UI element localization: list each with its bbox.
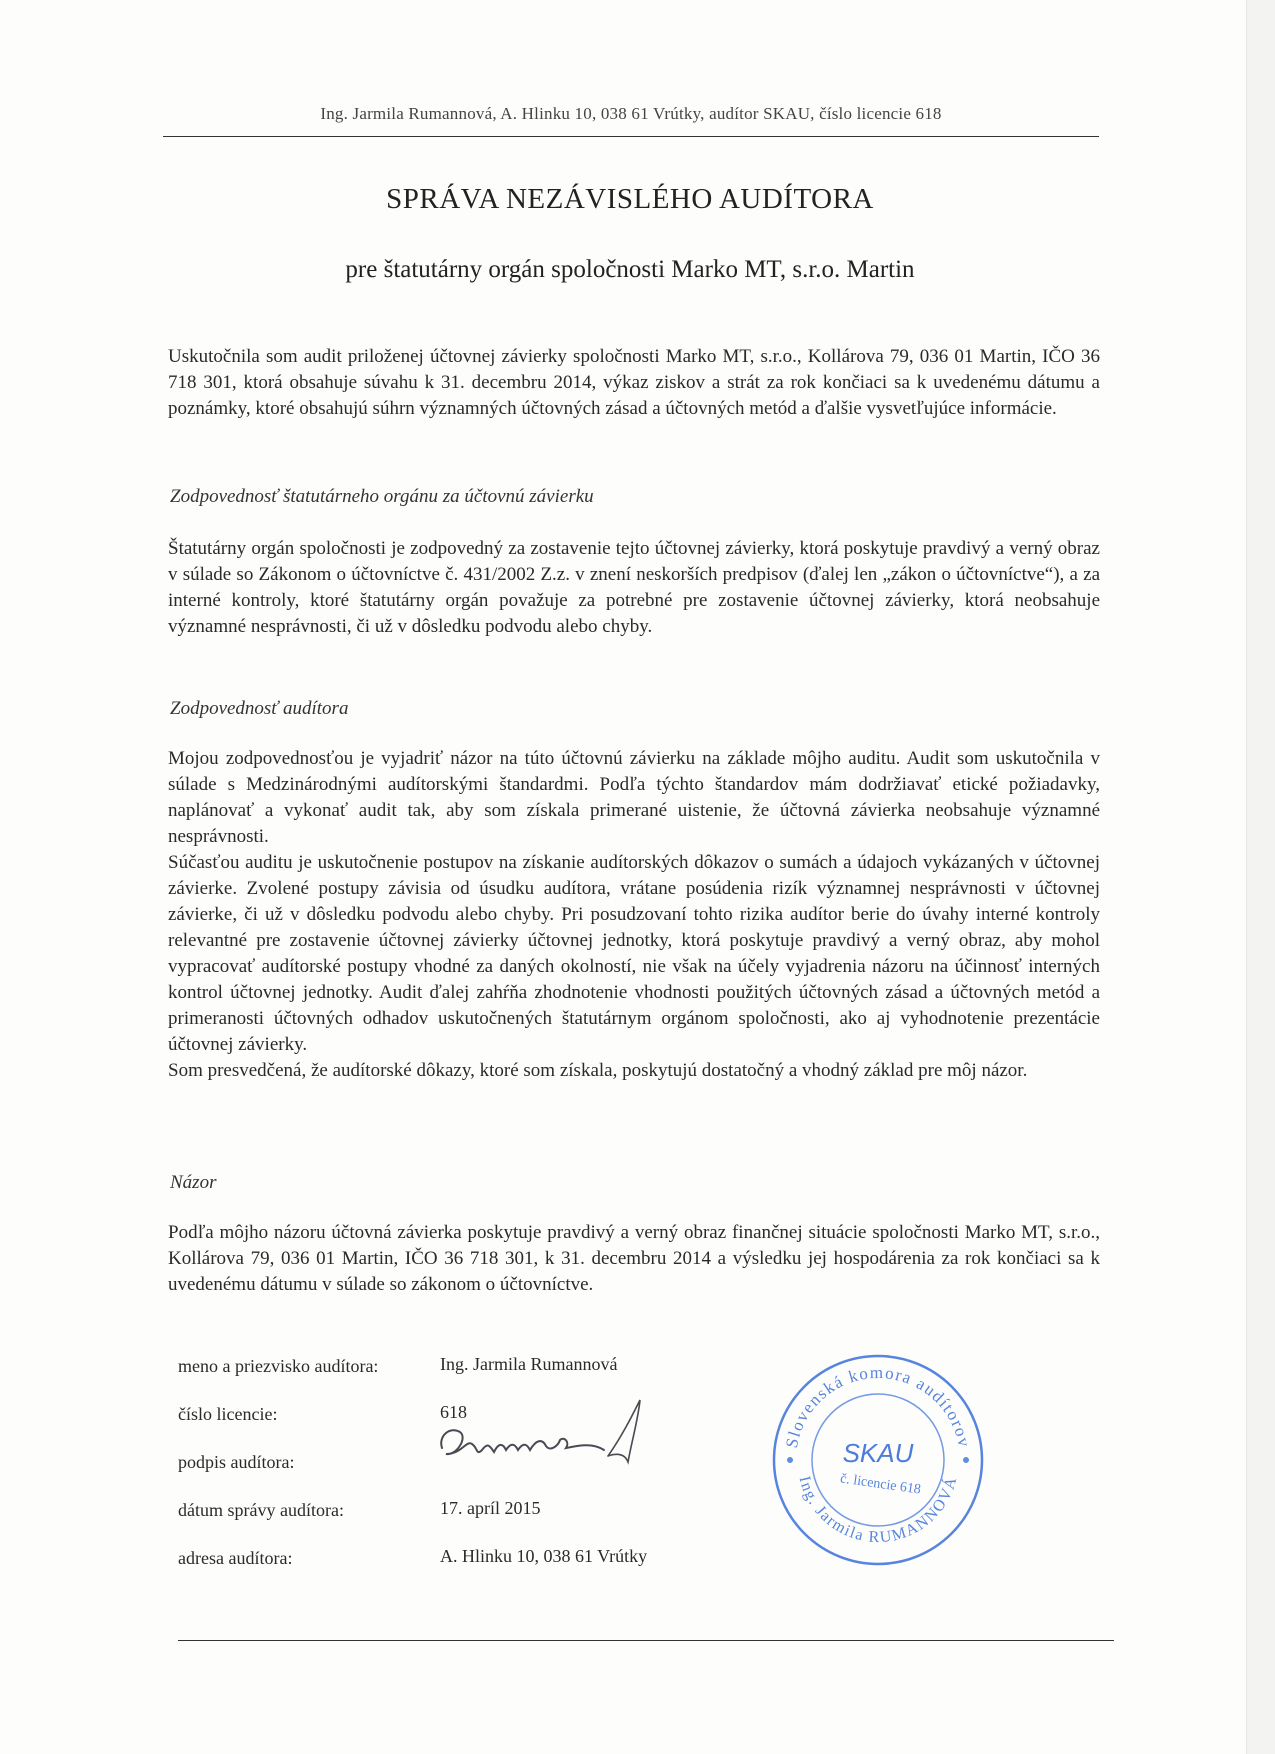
letterhead: Ing. Jarmila Rumannová, A. Hlinku 10, 038 61 Vrútky, audítor SKAU, číslo licencie 618	[320, 104, 942, 123]
paragraph-text: Som presvedčená, že audítorské dôkazy, ktoré som získala, poskytujú dostatočný a vhodný základ pre môj názor.	[168, 1060, 1028, 1081]
stamp-center-text: SKAU	[842, 1438, 914, 1468]
report-date-value: 17. apríl 2015	[440, 1498, 541, 1518]
licence-value: 618	[440, 1402, 467, 1422]
report-date-label: dátum správy audítora:	[178, 1500, 344, 1520]
section-heading-opinion: Názor	[170, 1172, 217, 1193]
svg-text:Slovenská komora audítorov	[782, 1363, 974, 1450]
auditor-name-label: meno a priezvisko audítora:	[178, 1356, 379, 1376]
board-responsibility-paragraph	[168, 536, 1100, 640]
stamp-outer-text: Slovenská komora audítorov	[781, 1362, 975, 1450]
intro-text: Uskutočnila som audit priloženej účtovnej závierky spoločnosti Marko MT, s.r.o., Kollárova 79, 036 01 Martin, IČO 36 718 301, ktorá obsahuje súvahu k 31. decembru 2014, výkaz ziskov a strát za rok končiaci sa k uvedenému dátumu a poznámky, ktoré obsahujú súhrn významných účtovných zásad a účtovných metód a ďalšie vysvetľujúce informácie.	[168, 346, 1100, 419]
footer-divider	[178, 1640, 1114, 1641]
paragraph-text: Súčasťou auditu je uskutočnenie postupov na získanie audítorských dôkazov o sumách a údajoch vykázaných v účtovnej závierke. Zvolené postupy závisia od úsudku audítora, vrátane posúdenia rizík významnej nesprávnosti v účtovnej závierke, či už v dôsledku podvodu alebo chyby. Pri posudzovaní tohto rizika audítor berie do úvahy interné kontroly relevantné pre zostavenie účtovnej závierky účtovnej jednotky, ktorá poskytuje pravdivý a verný obraz, aby mohol vypracovať audítorské postupy vhodné za daných okolností, nie však na účely vyjadrenia názoru na účinnosť interných kontrol účtovnej jednotky. Audit ďalej zahŕňa zhodnotenie vhodnosti použitých účtovných zásad a účtovných metód a primeranosti účtovných odhadov uskutočnených štatutárnym orgánom spoločnosti, ako aj vyhodnotenie prezentácie účtovnej závierky.	[168, 852, 1100, 1055]
paragraph-text: Mojou zodpovednosťou je vyjadriť názor na túto účtovnú závierku na základe môjho auditu. Audit som uskutočnila v súlade s Medzinárodnými audítorskými štandardmi. Podľa týchto štandardov mám dodržiavať etické požiadavky, naplánovať a vykonať audit tak, aby som získala primerané uistenie, že účtovná závierka neobsahuje významné nesprávnosti.	[168, 748, 1100, 847]
handwritten-signature	[432, 1396, 662, 1478]
document-title: SPRÁVA NEZÁVISLÉHO AUDÍTORA	[386, 183, 874, 215]
auditor-name-value: Ing. Jarmila Rumannová	[440, 1354, 618, 1374]
stamp-name-text: Ing. Jarmila RUMANNOVÁ	[795, 1474, 961, 1547]
opinion-paragraph	[168, 1220, 1100, 1298]
header-divider	[163, 136, 1099, 137]
stamp-licence-text: č. licencie 618	[839, 1471, 922, 1498]
auditor-responsibility-paragraphs	[168, 746, 1100, 1084]
licence-label: číslo licencie:	[178, 1404, 278, 1424]
auditor-stamp	[768, 1350, 988, 1570]
section-heading-board-responsibility: Zodpovednosť štatutárneho orgánu za účtovnú závierku	[170, 486, 594, 507]
address-value: A. Hlinku 10, 038 61 Vrútky	[440, 1546, 648, 1566]
paragraph-text: Štatutárny orgán spoločnosti je zodpovedný za zostavenie tejto účtovnej závierky, ktorá poskytuje pravdivý a verný obraz v súlade so Zákonom o účtovníctve č. 431/2002 Z.z. v znení neskorších predpisov (ďalej len „zákon o účtovníctve“), a za interné kontroly, ktoré štatutárny orgán považuje za potrebné pre zostavenie účtovnej závierky, ktorá neobsahuje významné nesprávnosti, či už v dôsledku podvodu alebo chyby.	[168, 538, 1100, 637]
intro-paragraph	[168, 344, 1100, 422]
address-label: adresa audítora:	[178, 1548, 293, 1568]
section-heading-auditor-responsibility: Zodpovednosť audítora	[170, 698, 349, 719]
paragraph-text: Podľa môjho názoru účtovná závierka poskytuje pravdivý a verný obraz finančnej situácie spoločnosti Marko MT, s.r.o., Kollárova 79, 036 01 Martin, IČO 36 718 301, k 31. decembru 2014 a výsledku jej hospodárenia za rok končiaci sa k uvedenému dátumu v súlade so zákonom o účtovníctve.	[168, 1222, 1100, 1295]
signature-label: podpis audítora:	[178, 1452, 295, 1472]
document-subtitle: pre štatutárny orgán spoločnosti Marko MT, s.r.o. Martin	[345, 256, 915, 283]
